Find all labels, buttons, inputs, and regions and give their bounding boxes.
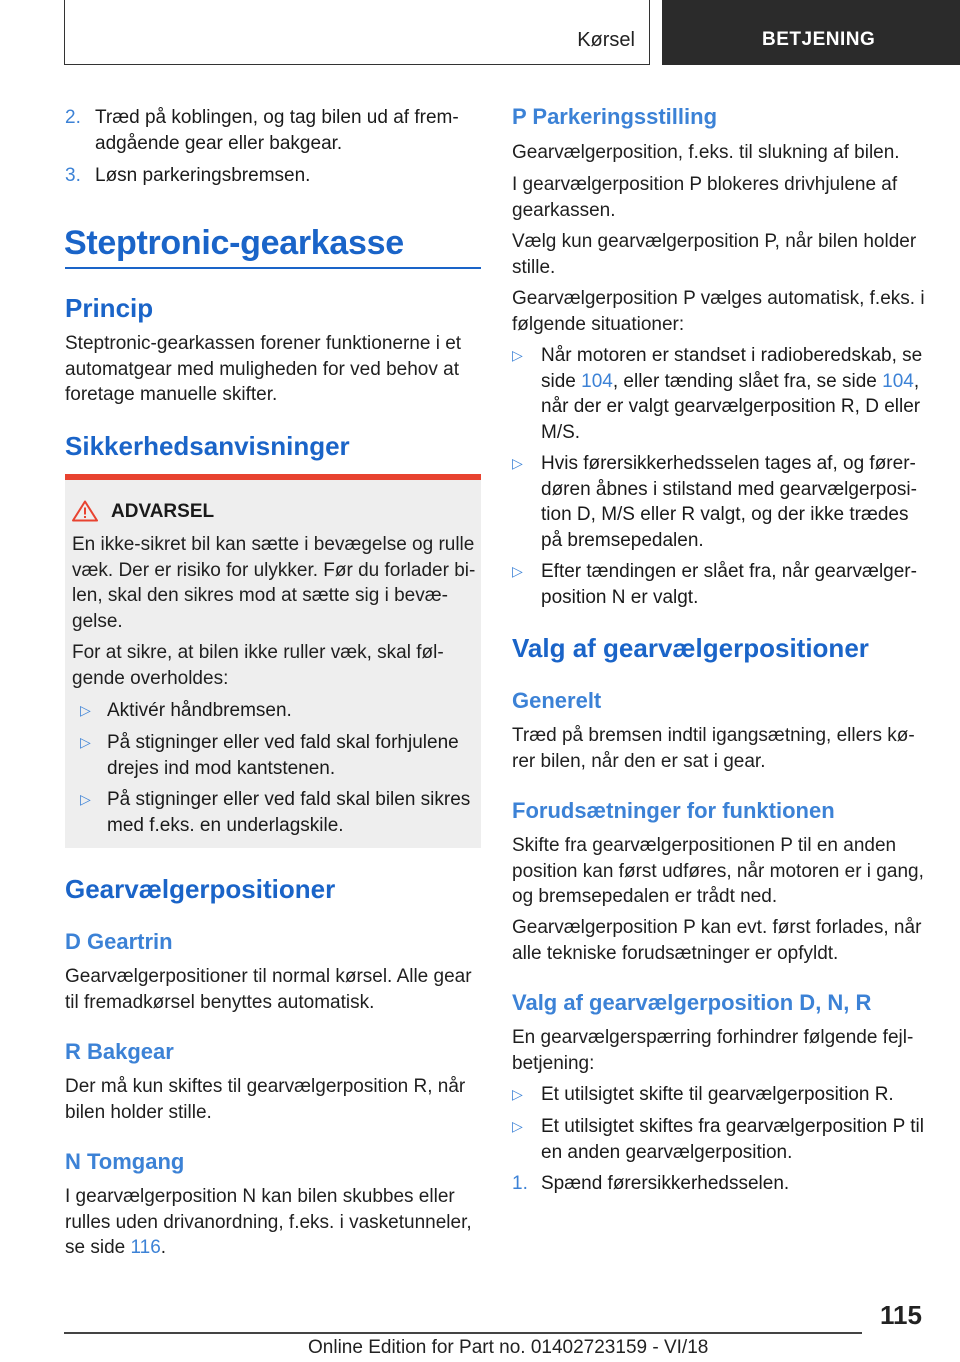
p-text-4: Gearvælgerposition P vælges automatisk, f.eks. i følgende situationer:	[512, 288, 925, 335]
bullet-triangle-icon: ▷	[512, 347, 523, 363]
bullet-triangle-icon: ▷	[512, 1118, 523, 1134]
d-text: Gearvælgerpositioner til normal kørsel. Alle gear til fremadkørsel benyttes automatisk.	[65, 966, 472, 1013]
princip-heading: Princip	[65, 293, 154, 323]
r-text: Der må kun skiftes til gearvælgerposition R, når bilen holder stille.	[65, 1076, 466, 1123]
page-link-104[interactable]: 104	[581, 370, 613, 392]
p-text-1: Gearvælgerposition, f.eks. til slukning af bilen.	[512, 142, 900, 163]
header-chapter-title: BETJENING	[762, 29, 876, 50]
n-text: I gearvælgerposition N kan bilen skubbes eller rulles uden drivanordning, f.eks. i vasketunneler, se side 116.	[65, 1186, 472, 1258]
p-text-3: Vælg kun gearvælgerposition P, når bilen holder stille.	[512, 231, 917, 278]
footer-divider	[64, 1332, 862, 1334]
bullet-triangle-icon: ▷	[80, 791, 91, 807]
header-section-title: Kørsel	[577, 29, 635, 51]
warning-label: ADVARSEL	[111, 501, 215, 522]
forudsaetninger-text-2: Gearvælgerposition P kan evt. først forlades, når alle tekniske forudsætninger er opfyldt.	[512, 917, 922, 964]
warning-triangle-icon	[72, 500, 98, 522]
forudsaetninger-text: Skifte fra gearvælgerpositionen P til en anden position kan først udføres, når motoren er i gang, og bremsepedalen er trådt ned.	[512, 835, 924, 907]
footer-edition: Online Edition for Part no. 01402723159 - VI/18	[308, 1337, 709, 1358]
p-heading: P Parkeringsstilling	[512, 104, 718, 129]
header-section-box	[64, 0, 650, 65]
bullet-triangle-icon: ▷	[512, 563, 523, 579]
n-heading: N Tomgang	[65, 1149, 185, 1174]
header-chapter-box	[662, 0, 960, 65]
forudsaetninger-heading: Forudsætninger for funktionen	[512, 798, 835, 823]
warning-text: En ikke-sikret bil kan sætte i bevægelse og rulle væk. Der er risiko for ulykker. Før du forlader bi‐ len, skal den sikres mod at sætte sig i bevæ‐ gelse.	[72, 534, 476, 632]
bullet-triangle-icon: ▷	[80, 702, 91, 718]
generelt-heading: Generelt	[512, 688, 602, 713]
generelt-text: Træd på bremsen indtil igangsætning, ellers kø‐ rer bilen, når den er sat i gear.	[512, 725, 915, 772]
main-heading: Steptronic-gearkasse	[64, 224, 404, 262]
d-heading: D Geartrin	[65, 929, 173, 954]
bullet-triangle-icon: ▷	[512, 1086, 523, 1102]
page-link-116[interactable]: 116	[130, 1237, 161, 1258]
bullet-triangle-icon: ▷	[512, 455, 523, 471]
heading-underline	[65, 267, 481, 269]
valg-dnr-heading: Valg af gearvælgerposition D, N, R	[512, 990, 872, 1015]
gear-positions-heading: Gearvælgerpositioner	[65, 874, 336, 904]
bullet-triangle-icon: ▷	[80, 734, 91, 750]
warning-text-2: For at sikre, at bilen ikke ruller væk, skal føl‐ gende overholdes:	[72, 642, 444, 689]
valg-heading: Valg af gearvælgerpositioner	[512, 633, 869, 663]
safety-heading: Sikkerhedsanvisninger	[65, 431, 350, 461]
page-number: 115	[880, 1300, 922, 1330]
p-text-2: I gearvælgerposition P blokeres drivhjulene af gearkassen.	[512, 174, 898, 221]
valg-dnr-text: En gearvælgerspærring forhindrer følgende fejl‐ betjening:	[512, 1027, 914, 1074]
r-heading: R Bakgear	[65, 1039, 174, 1064]
princip-text: Steptronic-gearkassen forener funktionerne i et automatgear med muligheden for ved behov at foretage manuelle skifter.	[65, 333, 462, 405]
page-link-104-b[interactable]: 104	[882, 370, 914, 392]
